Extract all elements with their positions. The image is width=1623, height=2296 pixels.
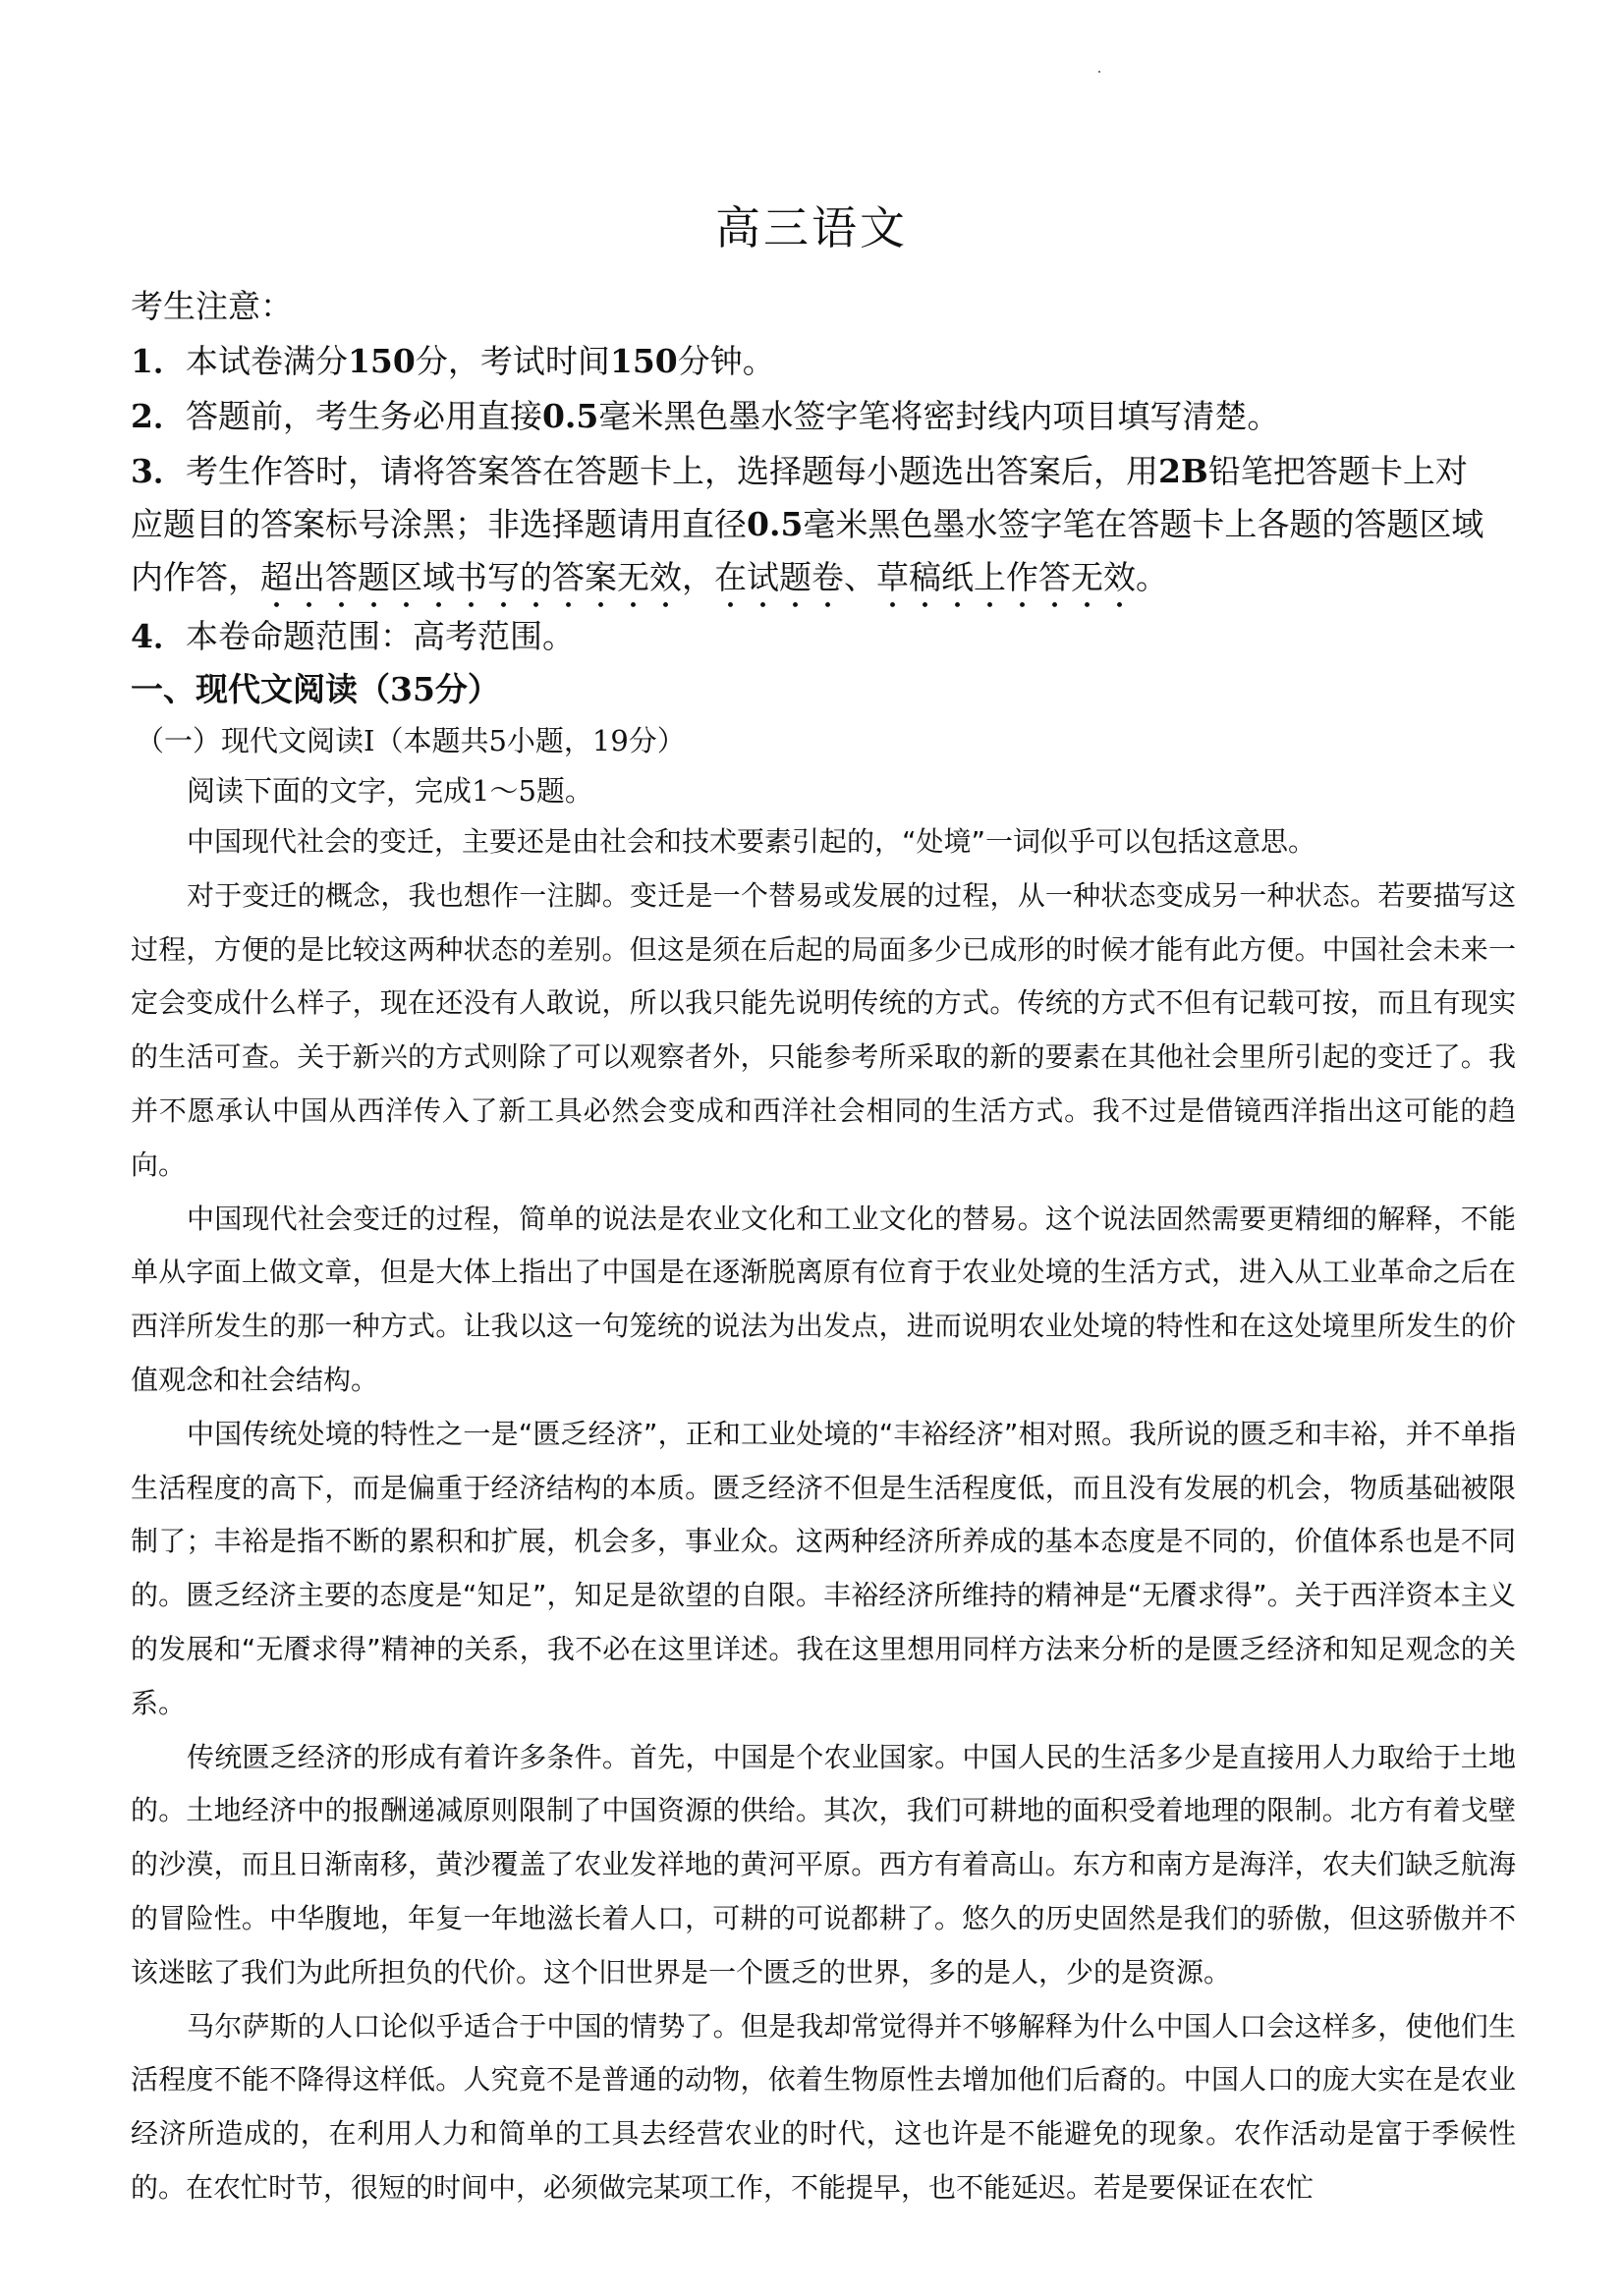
notice-number: 150 xyxy=(347,342,416,380)
notice-number: 150 xyxy=(609,342,678,380)
item-number: 2． xyxy=(131,397,186,435)
notice-text: 。 xyxy=(1136,558,1168,596)
notice-text: 毫米黑色墨水签字笔在答题卡上各题的答题区域 xyxy=(803,505,1484,543)
passage-paragraph: 传统匮乏经济的形成有着许多条件。首先，中国是个农业国家。中国人民的生活多少是直接用人力取给于土地的。土地经济中的报酬递减原则限制了中国资源的供给。其次，我们可耕地的面积受着地理的限制。北方有着戈壁的沙漠，而且日渐南移，黄沙覆盖了农业发祥地的黄河平原。西方有着高山。东方和南方是海洋，农夫们缺乏航海的冒险性。中华腹地，年复一年地滋长着人口，可耕的可说都耕了。悠久的历史固然是我们的骄傲，但这骄傲并不该迷眩了我们为此所担负的代价。这个旧世界是一个匮乏的世界，多的是人，少的是资源。 xyxy=(131,1740,1516,1988)
scan-dot xyxy=(1098,71,1100,73)
notice-text: 分，考试时间 xyxy=(415,342,610,380)
notice-item-3-line-2 xyxy=(131,499,1521,545)
notice-text: 本卷命题范围：高考范围。 xyxy=(185,617,575,655)
notice-text: 内作答， xyxy=(131,558,260,596)
notice-text: 分钟。 xyxy=(677,342,775,380)
notice-text: 答题前，考生务必用直接 xyxy=(185,397,542,435)
reading-instruction: 阅读下面的文字，完成1～5题。 xyxy=(187,774,593,808)
notice-text: 考生作答时，请将答案答在答题卡上，选择题每小题选出答案后，用 xyxy=(185,452,1158,490)
item-number: 4． xyxy=(131,617,186,655)
subsection-heading: （一）现代文阅读Ⅰ（本题共5小题，19分） xyxy=(136,724,686,757)
reading-passage xyxy=(131,815,1516,2215)
section-heading: 一、现代文阅读（35分） xyxy=(131,670,500,708)
notice-item-1 xyxy=(131,336,1521,382)
page-title: 高三语文 xyxy=(715,201,908,254)
notice-item-3-line-3 xyxy=(131,552,1521,616)
passage-paragraph: 马尔萨斯的人口论似乎适合于中国的情势了。但是我却常觉得并不够解释为什么中国人口会这样多，使他们生活程度不能不降得这样低。人究竟不是普通的动物，依着生物原性去增加他们后裔的。中国人口的庞大实在是农业经济所造成的，在利用人力和简单的工具去经营农业的时代，这也许是不能避免的现象。农作活动是富于季候性的。在农忙时节，很短的时间中，必须做完某项工作，不能提早，也不能延迟。若是要保证在农忙 xyxy=(131,2009,1516,2204)
notice-text: 毫米黑色墨水签字笔将密封线内项目填写清楚。 xyxy=(598,397,1280,435)
item-number: 1． xyxy=(131,342,186,380)
passage-paragraph: 中国现代社会的变迁，主要还是由社会和技术要素引起的，“处境”一词似乎可以包括这意思。 xyxy=(187,825,1316,858)
passage-paragraph: 中国传统处境的特性之一是“匮乏经济”，正和工业处境的“丰裕经济”相对照。我所说的匮乏和丰裕，并不单指生活程度的高下，而是偏重于经济结构的本质。匮乏经济不但是生活程度低，而且没有发展的机会，物质基础被限制了；丰裕是指不断的累积和扩展，机会多，事业众。这两种经济所养成的基本态度是不同的，价值体系也是不同的。匮乏经济主要的态度是“知足”，知足是欲望的自限。丰裕经济所维持的精神是“无餍求得”。关于西洋资本主义的发展和“无餍求得”精神的关系，我不必在这里详述。我在这里想用同样方法来分析的是匮乏经济和知足观念的关系。 xyxy=(131,1417,1516,1719)
emphasized-text: 在试题卷、草稿纸上作答无效 xyxy=(714,558,1136,596)
passage-paragraph: 对于变迁的概念，我也想作一注脚。变迁是一个替易或发展的过程，从一种状态变成另一种状态。若要描写这过程，方便的是比较这两种状态的差别。但这是须在后起的局面多少已成形的时候才能有此方便。中国社会未来一定会变成什么样子，现在还没有人敢说，所以我只能先说明传统的方式。传统的方式不但有记载可按，而且有现实的生活可查。关于新兴的方式则除了可以观察者外，只能参考所采取的新的要素在其他社会里所引起的变迁了。我并不愿承认中国从西洋传入了新工具必然会变成和西洋社会相同的生活方式。我不过是借镜西洋指出这可能的趋向。 xyxy=(131,878,1516,1181)
emphasized-text: 超出答题区域书写的答案无效 xyxy=(260,558,682,596)
notice-item-2 xyxy=(131,391,1521,437)
passage-paragraph: 中国现代社会变迁的过程，简单的说法是农业文化和工业文化的替易。这个说法固然需要更精细的解释，不能单从字面上做文章，但是大体上指出了中国是在逐渐脱离原有位育于农业处境的生活方式，进入从工业革命之后在西洋所发生的那一种方式。让我以这一句笼统的说法为出发点，进而说明农业处境的特性和在这处境里所发生的价值观念和社会结构。 xyxy=(131,1202,1516,1396)
notice-text: ， xyxy=(682,558,714,596)
notice-number: 0.5 xyxy=(747,505,804,543)
notice-number: 2B xyxy=(1157,452,1208,490)
notice-text: 应题目的答案标号涂黑；非选择题请用直径 xyxy=(131,505,747,543)
item-number: 3． xyxy=(131,452,186,490)
notice-item-4 xyxy=(131,611,1521,657)
notice-item-3-line-1 xyxy=(131,446,1521,492)
notice-text: 本试卷满分 xyxy=(185,342,348,380)
notice-heading: 考生注意： xyxy=(131,287,293,325)
notice-text: 铅笔把答题卡上对 xyxy=(1207,452,1468,490)
notice-number: 0.5 xyxy=(541,397,599,435)
